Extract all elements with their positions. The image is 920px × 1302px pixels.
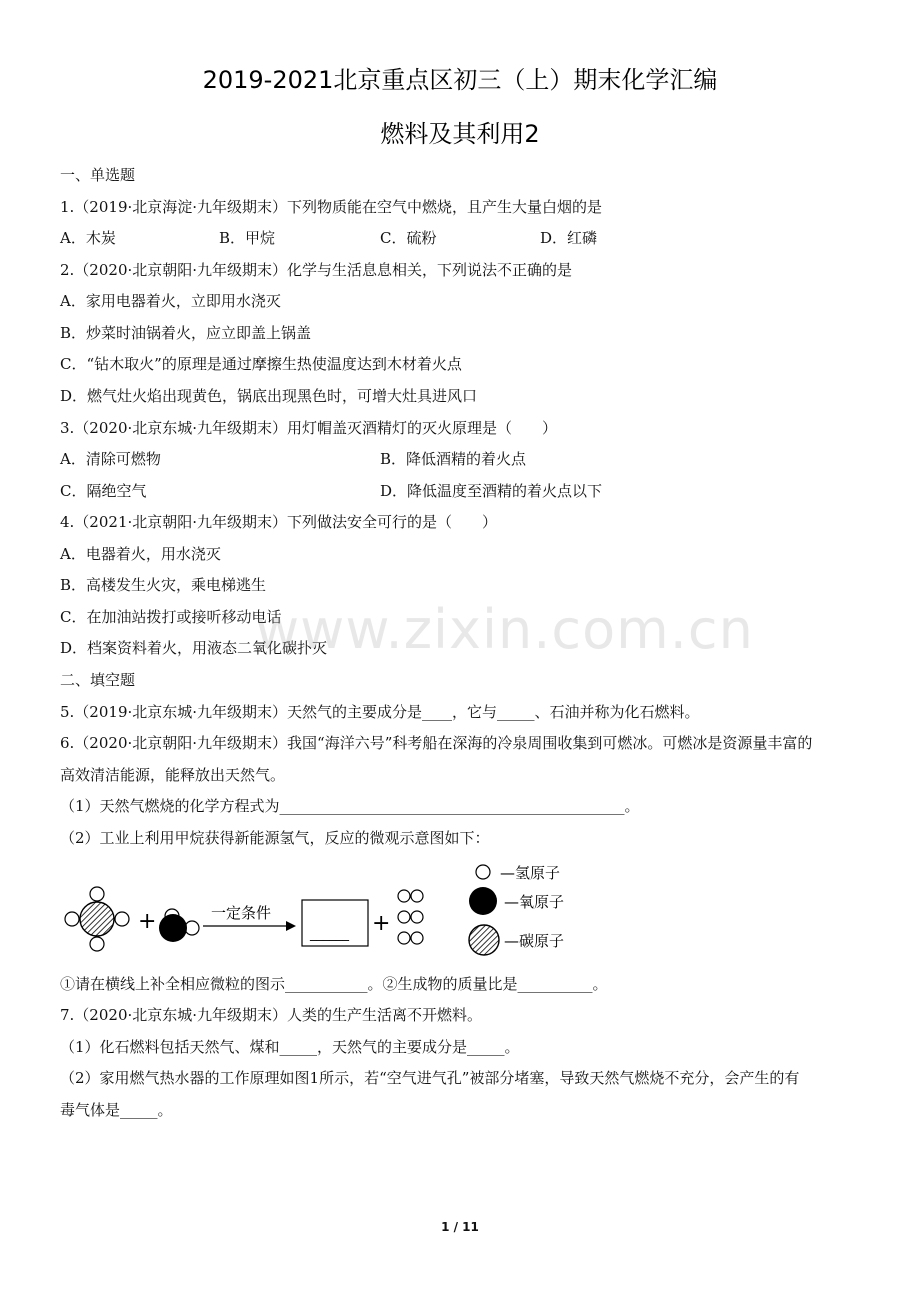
legend-hydrogen-label: —氢原子 [500, 864, 561, 882]
q4-option-a: A．电器着火，用水浇灭 [60, 545, 221, 563]
q5-stem: 5.（2019·北京东城·九年级期末）天然气的主要成分是____，它与_____、石油并称为化石燃料。 [60, 703, 700, 721]
q7-stem: 7.（2020·北京东城·九年级期末）人类的生产生活离不开燃料。 [60, 1006, 483, 1024]
q3-option-a: A．清除可燃物 [60, 450, 161, 468]
q6-part3: ①请在横线上补全相应微粒的图示___________。②生成物的质量比是__________。 [60, 975, 608, 993]
q7-part2-line2: 毒气体是_____。 [60, 1101, 173, 1119]
section-heading-single-choice: 一、单选题 [60, 166, 136, 184]
q7-part1: （1）化石燃料包括天然气、煤和_____，天然气的主要成分是_____。 [60, 1038, 520, 1056]
q3-option-d: D．降低温度至酒精的着火点以下 [380, 482, 603, 500]
legend-oxygen-icon [469, 887, 497, 915]
legend-carbon-label: —碳原子 [504, 932, 565, 950]
hydrogen-molecules [398, 890, 423, 944]
page-title: 2019-2021北京重点区初三（上）期末化学汇编 [202, 66, 718, 94]
q1-option-a: A．木炭 [60, 229, 116, 247]
answer-blank-line: ______ [310, 927, 349, 942]
legend-hydrogen-icon [476, 865, 490, 879]
watermark-text: www.zixin.com.cn [255, 598, 754, 661]
q4-option-c: C．在加油站拨打或接听移动电话 [60, 608, 282, 626]
methane-molecule [65, 887, 129, 951]
q1-option-d: D．红磷 [540, 229, 598, 247]
q6-part2: （2）工业上利用甲烷获得新能源氢气，反应的微观示意图如下： [60, 829, 490, 847]
water-molecule [159, 909, 199, 942]
legend-carbon-icon [469, 925, 499, 955]
section-heading-fill-blank: 二、填空题 [60, 671, 136, 689]
legend-oxygen-label: —氧原子 [504, 893, 565, 911]
q6-stem-line1: 6.（2020·北京朝阳·九年级期末）我国“海洋六号”科考船在深海的冷泉周围收集到可燃冰。可燃冰是资源量丰富的 [60, 734, 813, 752]
q7-part2-line1: （2）家用燃气热水器的工作原理如图1所示，若“空气进气孔”被部分堵塞，导致天然气燃烧不充分，会产生的有 [60, 1069, 800, 1087]
arrow-head-icon [286, 921, 296, 931]
arrow-condition-label: 一定条件 [211, 904, 272, 922]
q4-stem: 4.（2021·北京朝阳·九年级期末）下列做法安全可行的是（ ） [60, 513, 498, 531]
q6-part1: （1）天然气燃烧的化学方程式为______________________________________________。 [60, 797, 640, 815]
q2-option-b: B．炒菜时油锅着火，应立即盖上锅盖 [60, 324, 312, 342]
q3-option-b: B．降低酒精的着火点 [380, 450, 527, 468]
q3-stem: 3.（2020·北京东城·九年级期末）用灯帽盖灭酒精灯的灭火原理是（ ） [60, 419, 558, 437]
q4-option-b: B．高楼发生火灾，乘电梯逃生 [60, 576, 267, 594]
q4-option-d: D．档案资料着火，用液态二氧化碳扑灭 [60, 639, 328, 657]
diagram-legend [469, 864, 564, 955]
q1-option-b: B．甲烷 [219, 229, 276, 247]
q1-stem: 1.（2019·北京海淀·九年级期末）下列物质能在空气中燃烧，且产生大量白烟的是 [60, 198, 603, 216]
q3-option-c: C．隔绝空气 [60, 482, 147, 500]
q2-stem: 2.（2020·北京朝阳·九年级期末）化学与生活息息相关，下列说法不正确的是 [60, 261, 573, 279]
q1-option-c: C．硫粉 [380, 229, 437, 247]
q2-option-a: A．家用电器着火，立即用水浇灭 [60, 292, 281, 310]
q6-stem-line2: 高效清洁能源，能释放出天然气。 [60, 766, 286, 784]
page-subtitle: 燃料及其利用2 [380, 120, 540, 148]
plus-sign-1: + [138, 909, 157, 934]
reaction-micro-diagram [60, 858, 600, 958]
plus-sign-2: + [372, 911, 391, 936]
q2-option-c: C．“钻木取火”的原理是通过摩擦生热使温度达到木材着火点 [60, 355, 462, 373]
q2-option-d: D．燃气灶火焰出现黄色，锅底出现黑色时，可增大灶具进风口 [60, 387, 478, 405]
page-number: 1 / 11 [441, 1220, 479, 1234]
